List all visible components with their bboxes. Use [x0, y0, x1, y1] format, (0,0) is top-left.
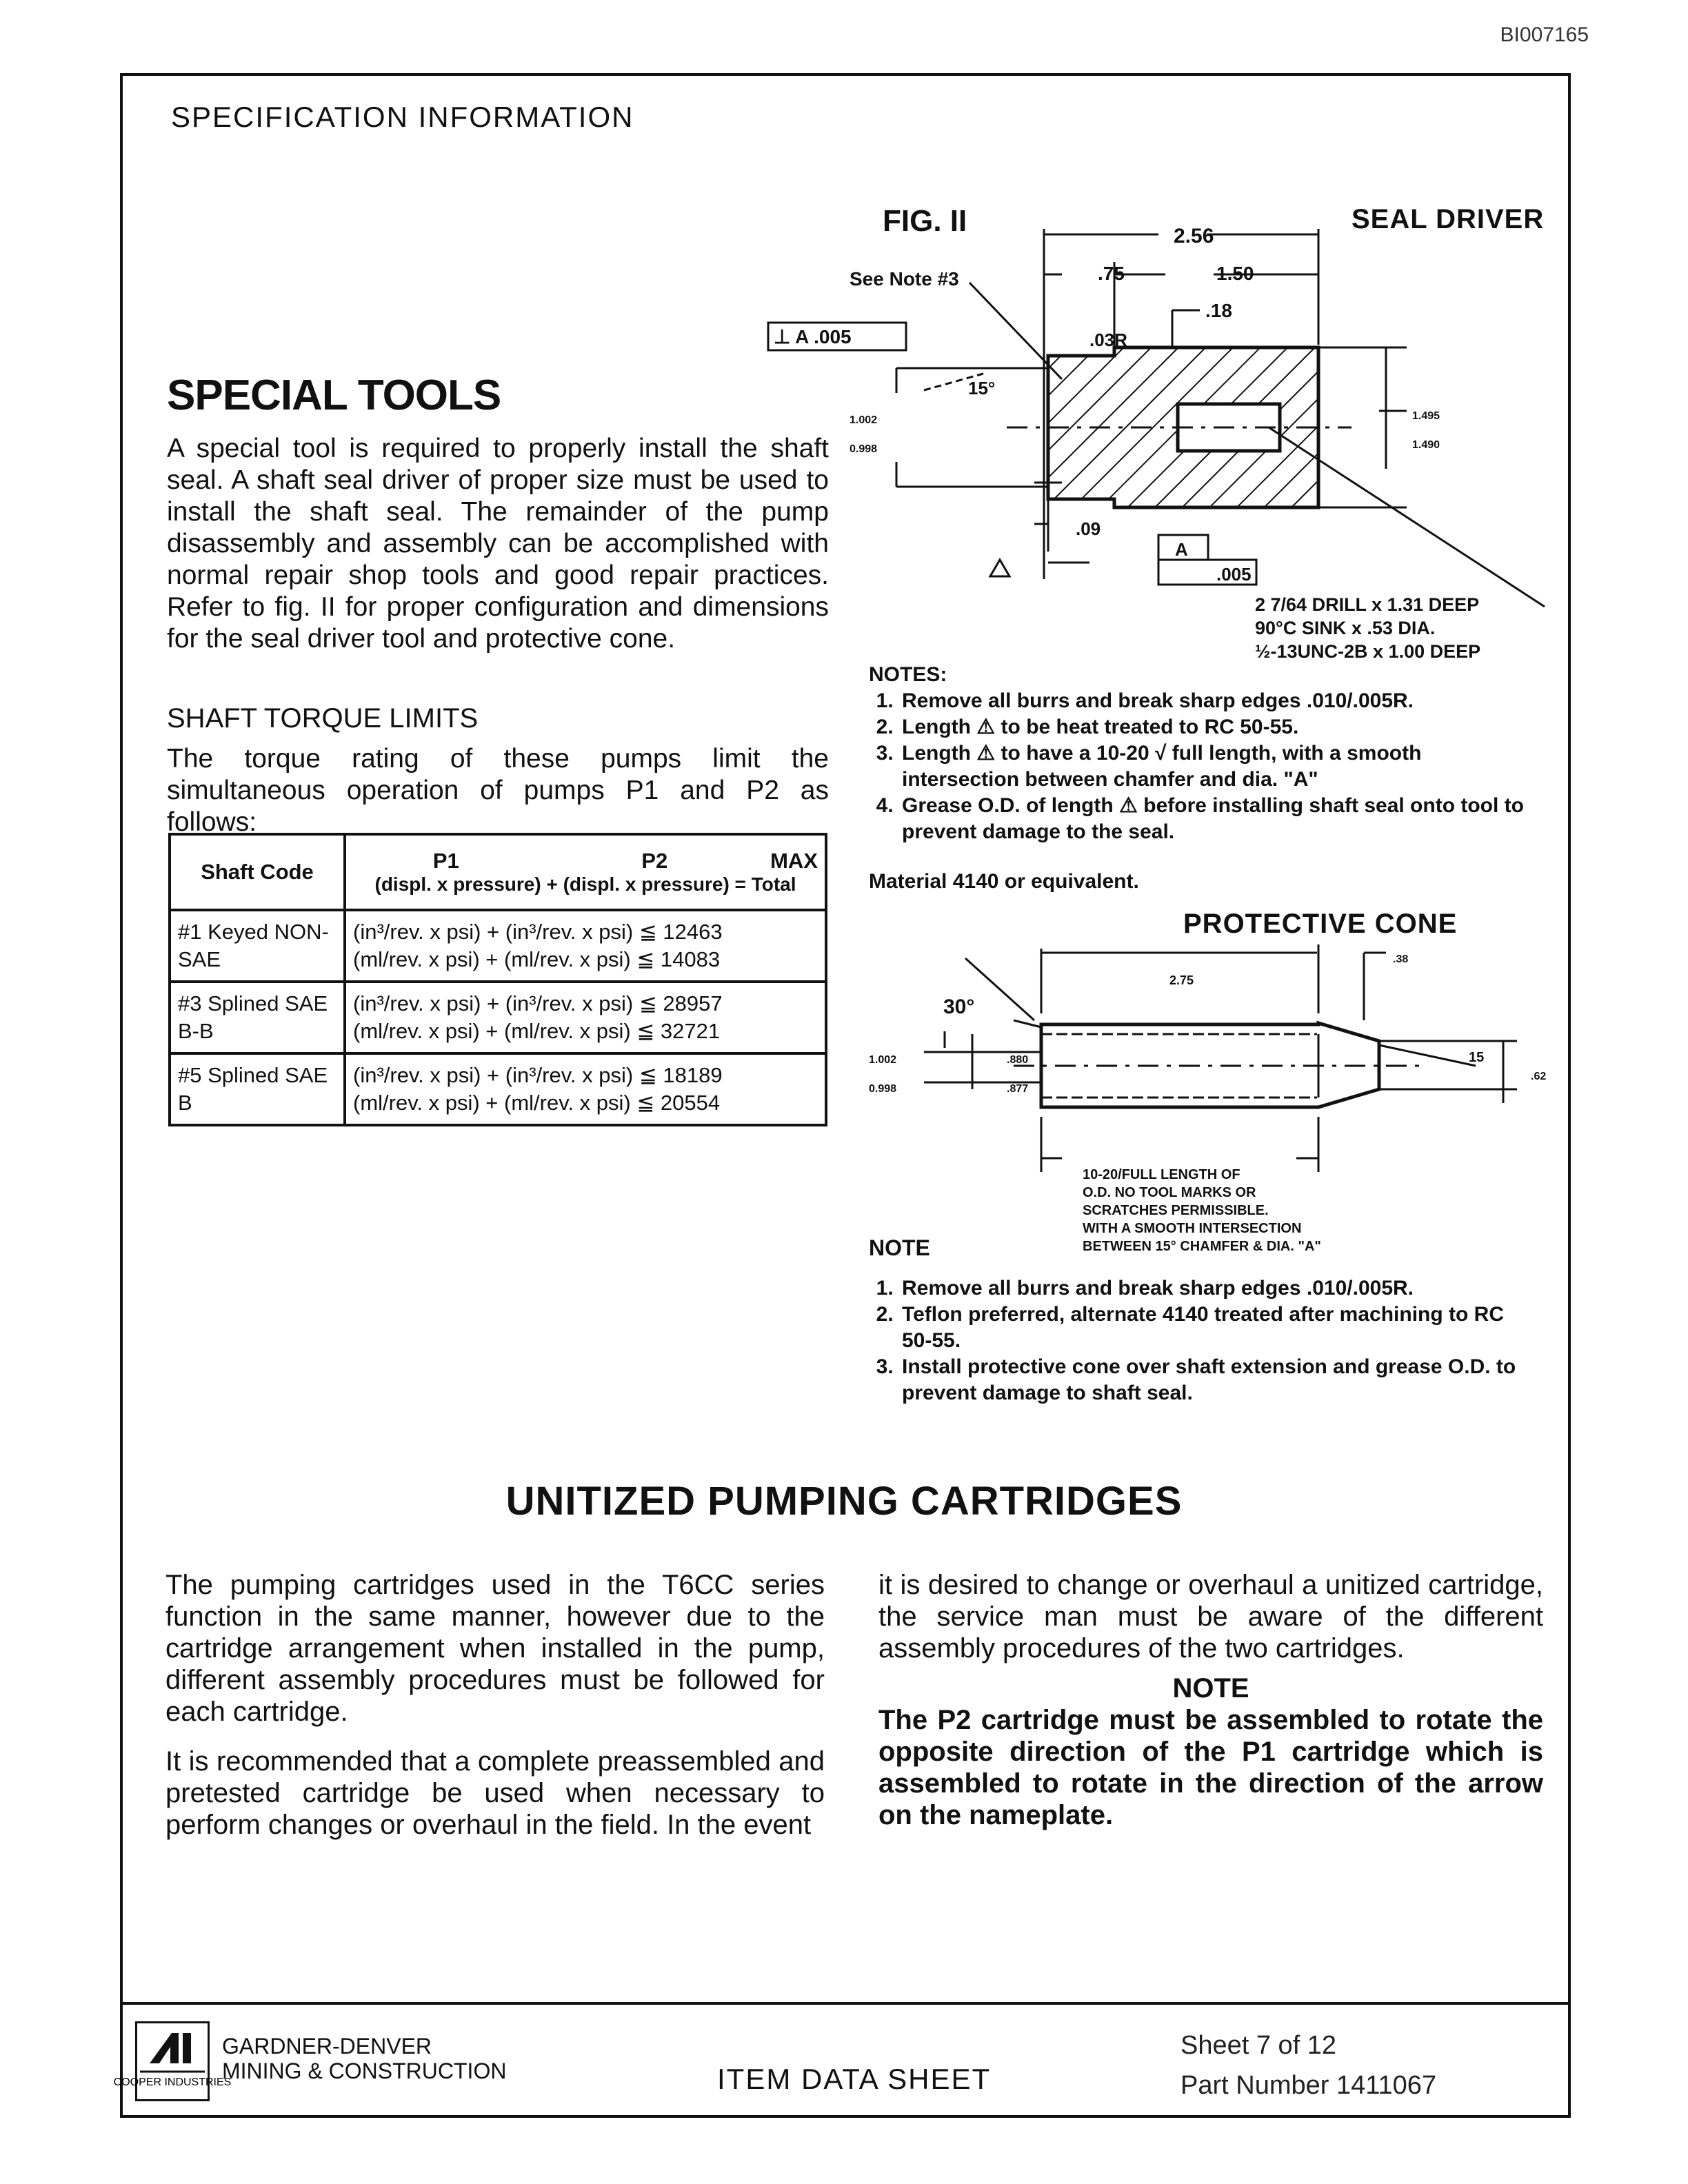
cone-note-heading: NOTE — [869, 1235, 930, 1260]
table-header-row — [170, 834, 826, 910]
note-item: 2. Length ⚠ to be heat treated to RC 50-55. — [899, 714, 1531, 740]
formula-line: (in³/rev. x psi) + (in³/rev. x psi) ≦ 12463 — [353, 920, 723, 944]
formula-line: (ml/rev. x psi) + (ml/rev. x psi) ≦ 32721 — [353, 1019, 721, 1043]
dim-d1: .75 — [1098, 263, 1125, 284]
seal-driver-label: SEAL DRIVER — [1352, 204, 1545, 234]
dim-d2: 1.50 — [1216, 263, 1254, 284]
tolerance-bottom: .005 — [1216, 564, 1252, 585]
dim-overall: 2.56 — [1174, 225, 1214, 247]
cone-length: 2.75 — [1169, 973, 1194, 987]
formula-line: (ml/rev. x psi) + (ml/rev. x psi) ≦ 20554 — [353, 1091, 721, 1115]
dim-left-bot: 0.998 — [850, 443, 878, 455]
cone-left-bot: 0.998 — [869, 1083, 897, 1095]
torque-table — [168, 833, 827, 1126]
table-row — [170, 1053, 826, 1125]
cooper-logo — [113, 2021, 232, 2101]
company-line: MINING & CONSTRUCTION — [222, 2059, 507, 2083]
protective-cone-title: PROTECTIVE CONE — [1183, 909, 1458, 939]
shaft-code-cell: #3 Splined SAE B-B — [170, 982, 345, 1053]
cone-left-top: 1.002 — [869, 1054, 897, 1066]
material-note: Material 4140 or equivalent. — [869, 870, 1139, 893]
dim-right-bot: 1.490 — [1412, 439, 1440, 451]
section-heading: SPECIFICATION INFORMATION — [171, 101, 634, 133]
callout-line: 2 7/64 DRILL x 1.31 DEEP — [1255, 594, 1480, 615]
header-p1: P1 — [432, 849, 459, 873]
shaft-code-cell: #5 Splined SAE B — [170, 1053, 345, 1125]
cone-angle: 30° — [943, 995, 975, 1018]
datum-label: A — [1175, 539, 1188, 560]
table-row — [170, 982, 826, 1053]
note-item: 3. Install protective cone over shaft extension and grease O.D. to prevent damage to shaft seal. — [899, 1354, 1531, 1406]
dim-left-top: 1.002 — [850, 414, 878, 426]
callout-line: 90°C SINK x .53 DIA. — [1255, 618, 1436, 638]
note-item: 3. Length ⚠ to have a 10-20 √ full length, with a smooth intersection between chamfer and dia. "A" — [899, 740, 1531, 793]
company-line: GARDNER-DENVER — [222, 2034, 432, 2059]
cone-notes — [869, 1275, 1531, 1406]
note-body: The P2 cartridge must be assembled to rotate the opposite direction of the P1 cartridge which is assembled to rotate in the direction of the arrow on the nameplate. — [878, 1705, 1543, 1830]
finish-note-line: WITH A SMOOTH INTERSECTION — [1083, 1221, 1302, 1236]
paragraph: it is desired to change or overhaul a unitized cartridge, the service man must be aware of the different assembly procedures of the two cartridges. — [878, 1570, 1543, 1664]
dim-radius: .03R — [1089, 330, 1127, 350]
formula-cell — [345, 1053, 826, 1125]
formula-line: (in³/rev. x psi) + (in³/rev. x psi) ≦ 28957 — [353, 991, 723, 1015]
see-note-label: See Note #3 — [850, 268, 959, 290]
logo-text: COOPER INDUSTRIES — [113, 2076, 232, 2088]
torque-title: SHAFT TORQUE LIMITS — [167, 703, 479, 734]
note-item: 4. Grease O.D. of length ⚠ before installing shaft seal onto tool to prevent damage to the seal. — [899, 793, 1531, 845]
header-shaft-code: Shaft Code — [170, 834, 345, 910]
paragraph: It is recommended that a complete preassembled and pretested cartridge be used when necessary to perform changes or overhaul in the field. In the event — [165, 1746, 825, 1840]
torque-body: The torque rating of these pumps limit the simultaneous operation of pumps P1 and P2 as follows: — [167, 744, 829, 837]
tolerance-top: ⊥ A .005 — [774, 326, 852, 347]
item-data-sheet-label: ITEM DATA SHEET — [717, 2063, 992, 2095]
callout-line: ½-13UNC-2B x 1.00 DEEP — [1255, 641, 1481, 662]
part-number: Part Number 1411067 — [1180, 2071, 1437, 2100]
footer-divider — [120, 2002, 1571, 2005]
document-id: BI007165 — [1500, 23, 1589, 46]
figure-notes — [869, 662, 1531, 845]
header-formula — [345, 834, 826, 910]
figure-title: FIG. II — [883, 204, 967, 238]
formula-cell — [345, 910, 826, 982]
sheet-number: Sheet 7 of 12 — [1180, 2031, 1337, 2060]
dim-right-top: 1.495 — [1412, 410, 1440, 422]
table-row — [170, 910, 826, 982]
formula-line: (in³/rev. x psi) + (in³/rev. x psi) ≦ 18189 — [353, 1063, 723, 1087]
finish-note-line: O.D. NO TOOL MARKS OR — [1083, 1185, 1256, 1200]
note-item: 1. Remove all burrs and break sharp edges .010/.005R. — [899, 1275, 1531, 1302]
shaft-code-cell: #1 Keyed NON-SAE — [170, 910, 345, 982]
note-heading: NOTE — [1172, 1673, 1249, 1703]
finish-note-line: SCRATCHES PERMISSIBLE. — [1083, 1203, 1269, 1218]
dim-d4: .09 — [1076, 518, 1101, 539]
header-formula-text: (displ. x pressure) + (displ. x pressure) = Total — [374, 873, 796, 895]
header-p2: P2 — [641, 849, 668, 873]
cone-inner-top: .880 — [1007, 1054, 1029, 1066]
note-item: 2. Teflon preferred, alternate 4140 treated after machining to RC 50-55. — [899, 1302, 1531, 1354]
special-tools-body: A special tool is required to properly install the shaft seal. A shaft seal driver of proper size must be used to install the shaft seal. The remainder of the pump disassembly and assembly can be accomplished with normal repair shop tools and good repair practices. Refer to fig. II for proper configuration and dimensions for the seal driver tool and protective cone. — [167, 434, 829, 654]
cone-chamfer: 15 — [1469, 1050, 1485, 1065]
unitized-right-column — [878, 1569, 1543, 1831]
note-item: 1. Remove all burrs and break sharp edges .010/.005R. — [899, 688, 1531, 714]
formula-line: (ml/rev. x psi) + (ml/rev. x psi) ≦ 14083 — [353, 947, 721, 971]
sheet-info — [1180, 2025, 1436, 2105]
cone-inner-bot: .877 — [1007, 1083, 1029, 1095]
dim-d3: .18 — [1205, 300, 1232, 321]
company-name — [222, 2034, 506, 2083]
unitized-left-column — [165, 1569, 825, 1859]
formula-cell — [345, 982, 826, 1053]
finish-note-line: BETWEEN 15° CHAMFER & DIA. "A" — [1083, 1239, 1321, 1254]
header-max: MAX — [770, 849, 818, 873]
notes-heading: NOTES: — [869, 663, 947, 686]
finish-note-line: 10-20/FULL LENGTH OF — [1083, 1167, 1240, 1182]
paragraph: The pumping cartridges used in the T6CC series function in the same manner, however due to the cartridge arrangement when installed in the pump, different assembly procedures must be followed for each cartridge. — [165, 1570, 825, 1727]
unitized-title: UNITIZED PUMPING CARTRIDGES — [505, 1479, 1183, 1524]
cone-right-dim: .62 — [1531, 1071, 1547, 1082]
dim-angle: 15° — [968, 378, 996, 398]
cone-end-dim: .38 — [1393, 953, 1409, 965]
special-tools-title: SPECIAL TOOLS — [167, 372, 501, 419]
